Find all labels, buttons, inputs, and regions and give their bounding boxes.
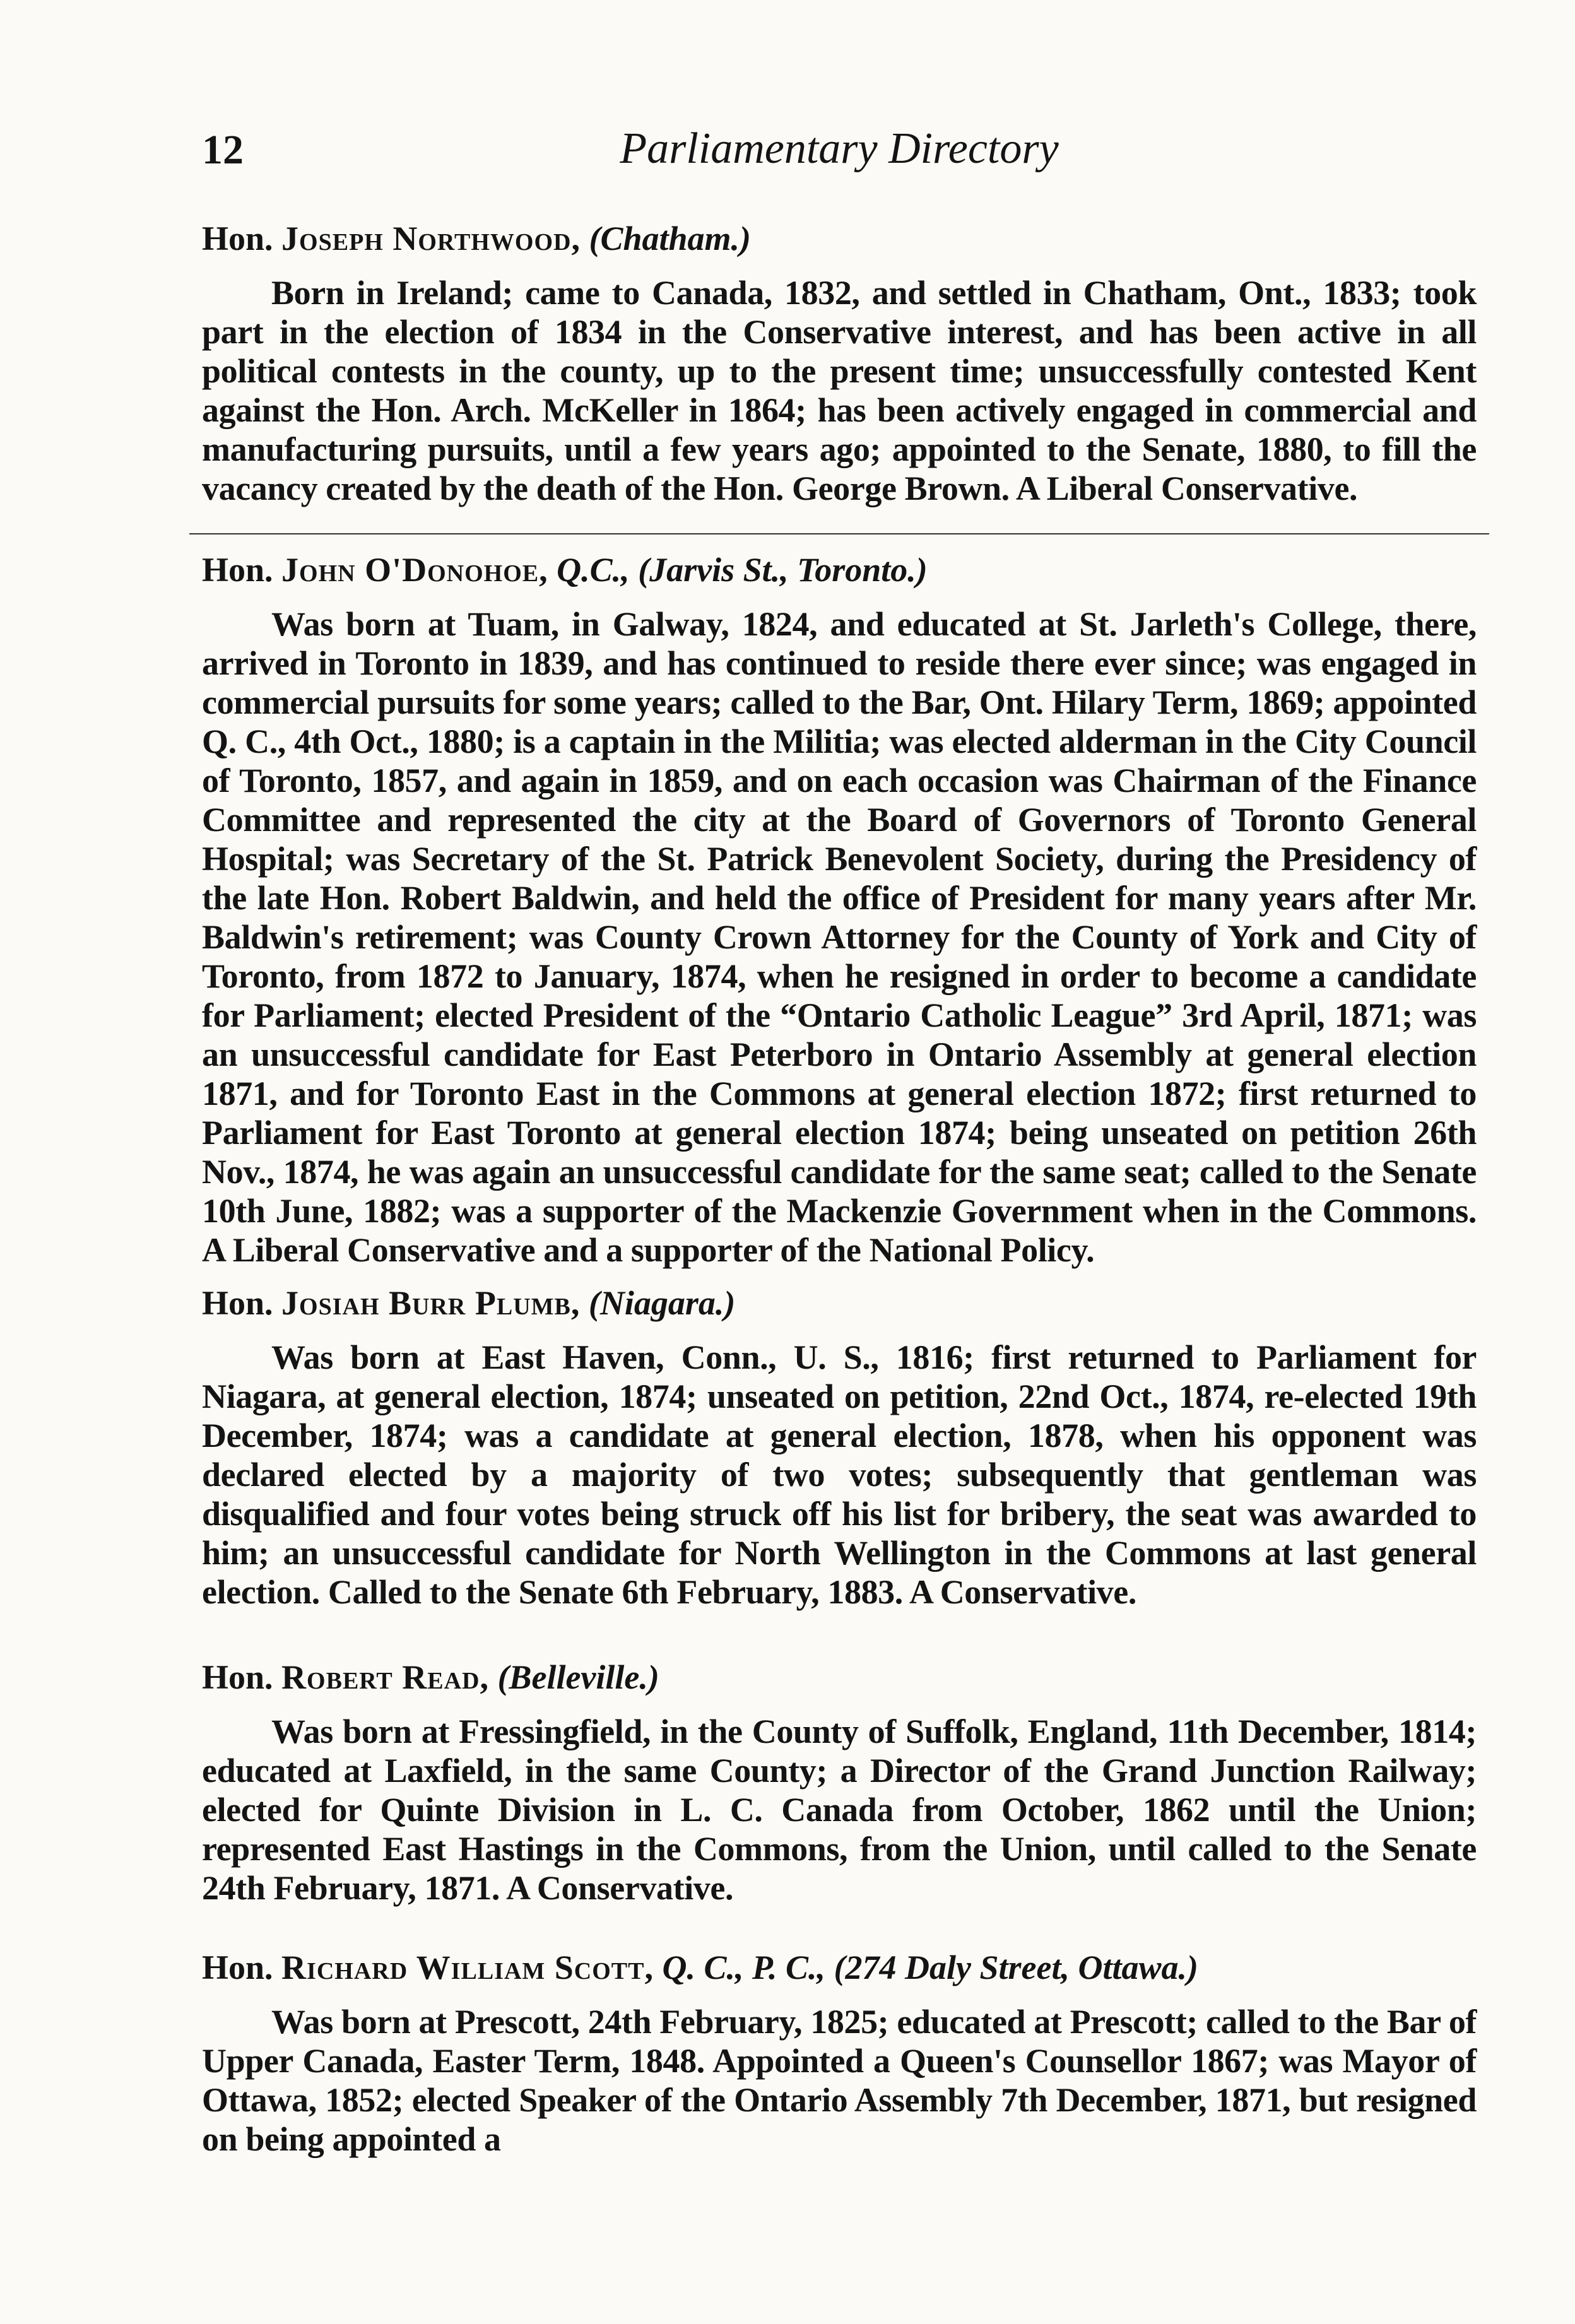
entry-heading	[202, 218, 1477, 259]
entry-biography: Born in Ireland; came to Canada, 1832, and settled in Chatham, Ont., 1833; took part in the election of 1834 in the Conservative interest, and has been active in all political contests in the county, up to the present time; unsuccessfully contested Kent against the Hon. Arch. McKeller in 1864; has been actively engaged in commercial and manufacturing pursuits, until a few years ago; appointed to the Senate, 1880, to fill the vacancy created by the death of the Hon. George Brown. A Liberal Conservative.	[202, 274, 1477, 507]
running-head: Parliamentary Directory	[620, 124, 1059, 173]
honorific: Hon.	[202, 1284, 273, 1322]
entry-heading	[202, 549, 1477, 591]
page-header	[202, 114, 1477, 183]
page-number: 12	[202, 127, 244, 173]
residence: (Chatham.)	[589, 220, 752, 257]
entry-biography: Was born at East Haven, Conn., U. S., 1816; first returned to Parliament for Niagara, at general election, 1874; unseated on petition, 22nd Oct., 1874, re-elected 19th December, 1874; was a candidate at general election, 1878, when his opponent was declared elected by a majority of two votes; subsequently that gentleman was disqualified and four votes being struck off his list for bribery, the seat was awarded to him; an unsuccessful candidate for North Wellington in the Commons at last general election. Called to the Senate 6th February, 1883. A Conservative.	[202, 1338, 1477, 1611]
residence: (Niagara.)	[588, 1284, 736, 1322]
honorific: Hon.	[202, 1658, 273, 1696]
senator-name: Joseph Northwood,	[281, 220, 581, 257]
senator-name: John O'Donohoe,	[281, 551, 548, 589]
entry-northwood	[202, 218, 1477, 508]
entry-biography: Was born at Tuam, in Galway, 1824, and educated at St. Jarleth's College, there, arrived in Toronto in 1839, and has continued to reside there ever since; was engaged in commercial pursuits for some years; called to the Bar, Ont. Hilary Term, 1869; appointed Q. C., 4th Oct., 1880; is a captain in the Militia; was elected alderman in the City Council of Toronto, 1857, and again in 1859, and on each occasion was Chairman of the Finance Committee and represented the city at the Board of Governors of Toronto General Hospital; was Secretary of the St. Patrick Benevolent Society, during the Presidency of the late Hon. Robert Baldwin, and held the office of President for many years after Mr. Baldwin's retirement; was County Crown Attorney for the County of York and City of Toronto, from 1872 to January, 1874, when he resigned in order to become a candidate for Parliament; elected President of the “Ontario Catholic League” 3rd April, 1871; was an unsuccessful candidate for East Peterboro in Ontario Assembly at general election 1871, and for Toronto East in the Commons at general election 1872; first returned to Parliament for East Toronto at general election 1874; being unseated on petition 26th Nov., 1874, he was again an unsuccessful candidate for the same seat; called to the Senate 10th June, 1882; was a supporter of the Mackenzie Government when in the Commons. A Liberal Conservative and a supporter of the National Policy.	[202, 605, 1477, 1269]
entry-scott	[202, 1947, 1477, 2159]
entry-read	[202, 1656, 1477, 1908]
entry-heading	[202, 1947, 1477, 1988]
entry-biography: Was born at Prescott, 24th February, 1825; educated at Prescott; called to the Bar of Upper Canada, Easter Term, 1848. Appointed a Queen's Counsellor 1867; was Mayor of Ottawa, 1852; elected Speaker of the Ontario Assembly 7th December, 1871, but resigned on being appointed a	[202, 2003, 1477, 2158]
entry-heading	[202, 1282, 1477, 1324]
residence: Q. C., P. C., (274 Daly Street, Ottawa.)	[662, 1949, 1198, 1986]
honorific: Hon.	[202, 1949, 273, 1986]
senator-name: Josiah Burr Plumb,	[281, 1284, 581, 1322]
entry-plumb	[202, 1282, 1477, 1612]
senator-name: Robert Read,	[281, 1658, 489, 1696]
honorific: Hon.	[202, 220, 273, 257]
entry-biography: Was born at Fressingfield, in the County of Suffolk, England, 11th December, 1814; educated at Laxfield, in the same County; a Director of the Grand Junction Railway; elected for Quinte Division in L. C. Canada from October, 1862 until the Union; represented East Hastings in the Commons, from the Union, until called to the Senate 24th February, 1871. A Conservative.	[202, 1713, 1477, 1907]
honorific: Hon.	[202, 551, 273, 589]
entry-heading	[202, 1656, 1477, 1698]
residence: (Belleville.)	[497, 1658, 659, 1696]
section-divider	[189, 533, 1489, 534]
senator-name: Richard William Scott,	[281, 1949, 654, 1986]
entry-odonohoe	[202, 549, 1477, 1270]
residence: Q.C., (Jarvis St., Toronto.)	[557, 551, 928, 589]
